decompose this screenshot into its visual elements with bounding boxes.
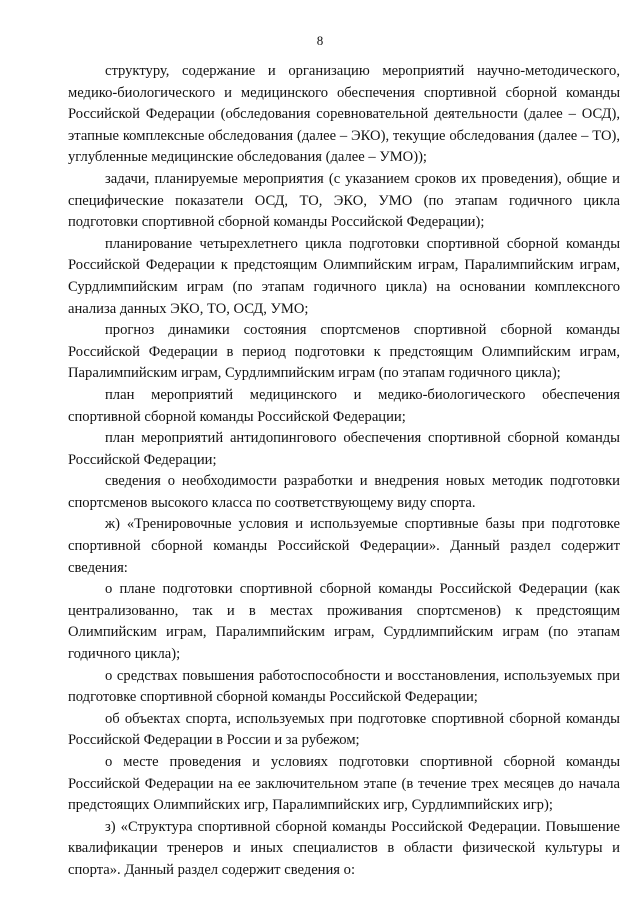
document-body — [68, 61, 620, 882]
paragraph-forecast: прогноз динамики состояния спортсменов спортивной сборной команды Российской Федерации в период подготовки к предстоящим Олимпийским играм, Паралимпийским играм, Сурдлимпийским играм (по этапам годичного цикла); — [68, 322, 620, 382]
section-zh-heading: ж) «Тренировочные условия и используемые спортивные базы при подготовке спортивной сборной команды Российской Федерации». Данный раздел содержит сведения: — [68, 516, 620, 576]
paragraph-antidoping-plan: план мероприятий антидопингового обеспечения спортивной сборной команды Российской Федерации; — [68, 430, 620, 468]
paragraph-medical-plan: план мероприятий медицинского и медико-биологического обеспечения спортивной сборной команды Российской Федерации; — [68, 386, 620, 425]
paragraph-structure: структуру, содержание и организацию мероприятий научно-методического, медико-биологического и медицинского обеспечения спортивной сборной команды Российской Федерации (обследования соревновательной деятельности (далее – ОСД), этапные комплексные обследования (далее – ЭКО), текущие обследования (далее – ТО), углубленные медицинские обследования (далее – УМО)); — [68, 63, 620, 166]
paragraph-new-methods: сведения о необходимости разработки и внедрения новых методик подготовки спортсменов высокого класса по соответствующему виду спорта. — [68, 473, 620, 511]
paragraph-final-stage: о месте проведения и условиях подготовки спортивной сборной команды Российской Федерации на ее заключительном этапе (в течение трех месяцев до начала предстоящих Олимпийских игр, Паралимпийских игр, Сурдлимпийских игр); — [68, 754, 620, 814]
paragraph-training-plan: о плане подготовки спортивной сборной команды Российской Федерации (как централизованно, так и в местах проживания спортсменов) к предстоящим Олимпийским играм, Паралимпийским играм, Сурдлимпийским играм (по этапам годичного цикла); — [68, 581, 620, 663]
paragraph-tasks: задачи, планируемые мероприятия (с указанием сроков их проведения), общие и специфические показатели ОСД, ТО, ЭКО, УМО (по этапам годичного цикла подготовки спортивной сборной команды Российской Федерации); — [68, 170, 620, 231]
section-z-heading: з) «Структура спортивной сборной команды Российской Федерации. Повышение квалификации тренеров и иных специалистов в области физической культуры и спорта». Данный раздел содержит сведения о: — [68, 818, 620, 878]
paragraph-planning: планирование четырехлетнего цикла подготовки спортивной сборной команды Российской Федерации к предстоящим Олимпийским играм, Паралимпийским играм, Сурдлимпийским играм (по этапам годичного цикла) на основании комплексного анализа данных ЭКО, ТО, ОСД, УМО; — [68, 235, 620, 317]
paragraph-sport-facilities: об объектах спорта, используемых при подготовке спортивной сборной команды Российской Федерации в России и за рубежом; — [68, 710, 620, 749]
page-number: 8 — [316, 33, 324, 48]
paragraph-recovery-means: о средствах повышения работоспособности и восстановления, используемых при подготовке спортивной сборной команды Российской Федерации; — [68, 667, 620, 706]
